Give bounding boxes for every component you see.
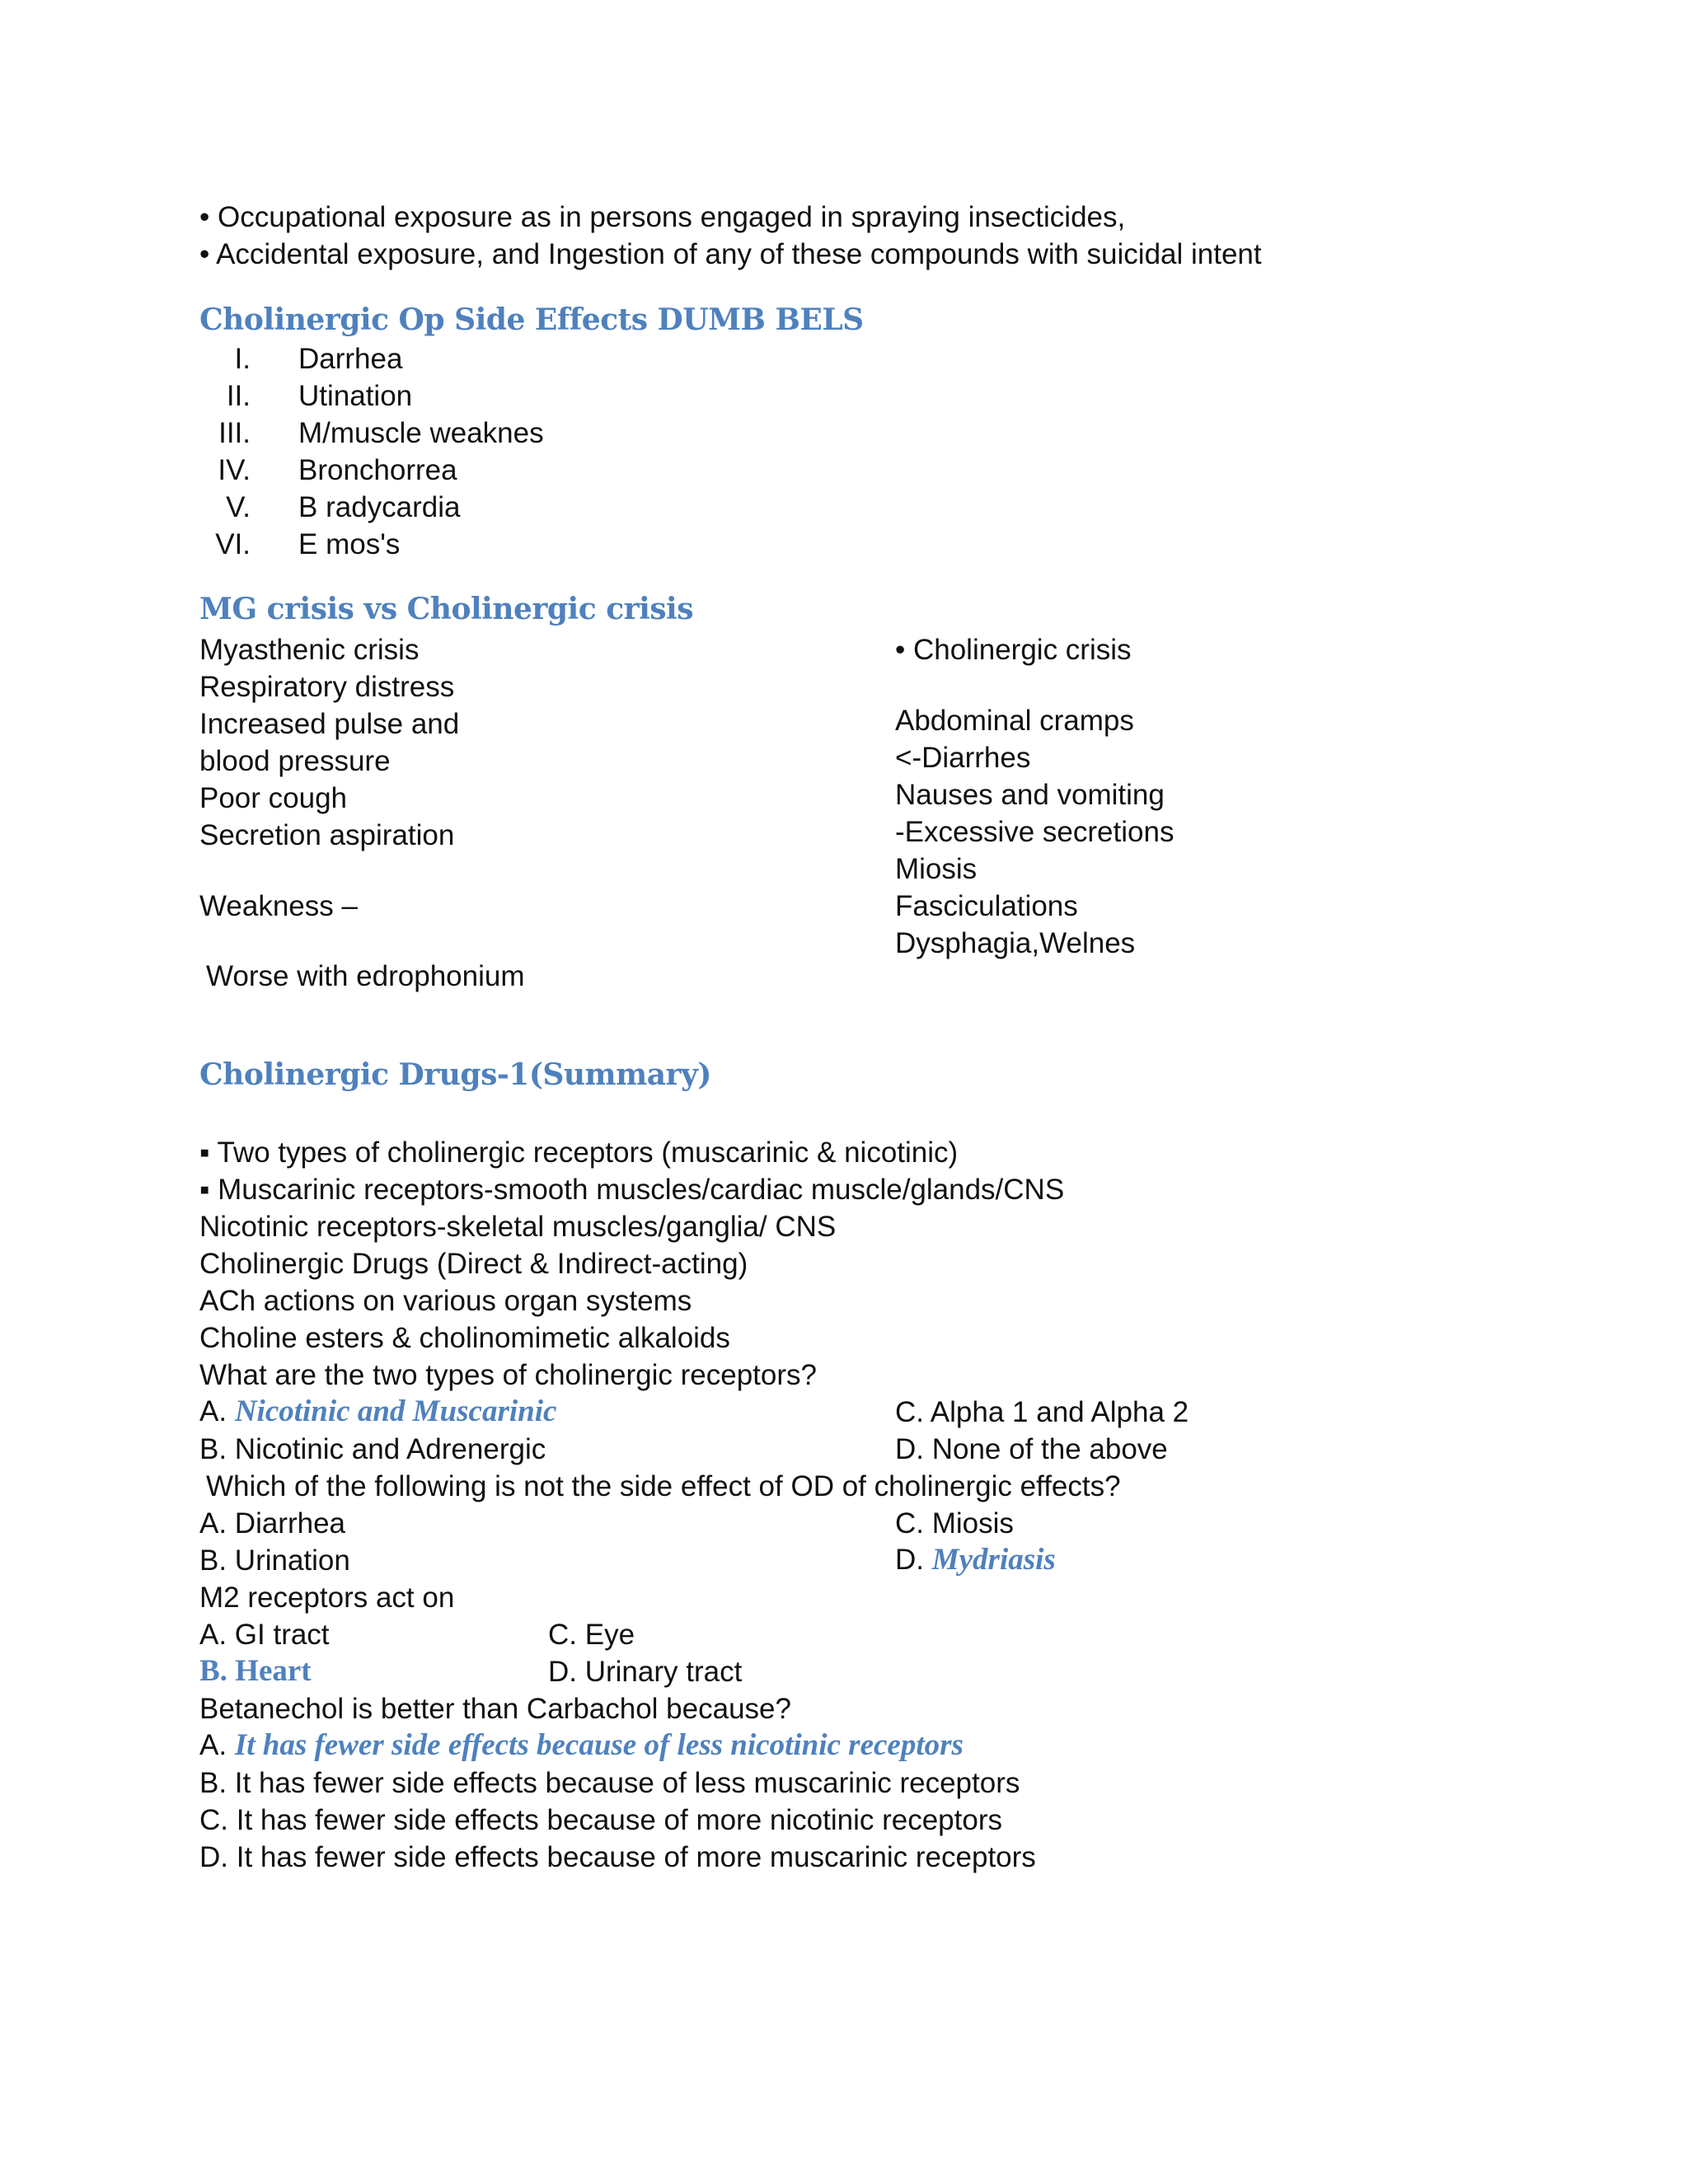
list-item-text: Utination	[298, 380, 413, 412]
mg-worse: Worse with edrophonium	[206, 960, 525, 992]
q1-question: What are the two types of cholinergic receptors?	[199, 1359, 817, 1391]
q1-option-b: B. Nicotinic and Adrenergic	[199, 1433, 546, 1465]
q4-question: Betanechol is better than Carbachol because?	[199, 1693, 791, 1725]
square-bullet: ▪	[199, 1174, 210, 1206]
summary-bullet-text: Two types of cholinergic receptors (muscarinic & nicotinic)	[217, 1137, 959, 1169]
list-item-text: Bronchorrea	[298, 454, 457, 486]
cc-line: Dysphagia,Welnes	[895, 927, 1136, 959]
bullet: •	[199, 238, 210, 270]
intro-text-1: Occupational exposure as in persons engaged in spraying insecticides,	[218, 201, 1126, 233]
mg-line: Respiratory distress	[199, 671, 455, 703]
q1-correct-answer: Nicotinic and Muscarinic	[234, 1394, 557, 1428]
mg-line: Increased pulse and	[199, 708, 460, 740]
cc-line: Miosis	[895, 853, 978, 885]
q2-option-b: B. Urination	[199, 1544, 350, 1577]
mg-line: Poor cough	[199, 782, 348, 814]
q4-option-c: C. It has fewer side effects because of more nicotinic receptors	[199, 1804, 1002, 1836]
summary-bullet-line	[199, 1138, 958, 1167]
roman-numeral: II.	[226, 380, 251, 412]
list-item-text: Darrhea	[298, 343, 403, 375]
roman-numeral: V.	[226, 491, 251, 523]
cc-line: <-Diarrhes	[895, 742, 1031, 774]
list-item-text: E mos's	[298, 528, 401, 560]
square-bullet: ▪	[199, 1137, 210, 1169]
option-label: A.	[199, 1395, 227, 1427]
cc-line: Fasciculations	[895, 890, 1078, 922]
intro-line-2	[199, 240, 1262, 269]
q3-option-c: C. Eye	[548, 1619, 635, 1651]
summary-line: Cholinergic Drugs (Direct & Indirect-acting)	[199, 1248, 748, 1280]
roman-numeral: III.	[218, 417, 251, 449]
q1-option-d: D. None of the above	[895, 1433, 1168, 1465]
q1-option-a	[199, 1396, 556, 1427]
dumbbels-heading: Cholinergic Op Side Effects DUMB BELS	[199, 302, 864, 337]
q3-option-d: D. Urinary tract	[548, 1656, 743, 1688]
summary-bullet-text: Muscarinic receptors-smooth muscles/cardiac muscle/glands/CNS	[218, 1174, 1065, 1206]
q4-option-a	[199, 1730, 964, 1760]
option-label: D.	[895, 1544, 924, 1576]
option-label: A.	[199, 1729, 227, 1761]
cholinergic-crisis-title: • Cholinergic crisis	[895, 634, 1132, 666]
summary-line: ACh actions on various organ systems	[199, 1285, 692, 1317]
roman-numeral: IV.	[218, 454, 251, 486]
q3-option-a: A. GI tract	[199, 1619, 330, 1651]
summary-bullet-line	[199, 1175, 1064, 1204]
cc-line: Abdominal cramps	[895, 705, 1134, 737]
crisis-heading: MG crisis vs Cholinergic crisis	[199, 592, 693, 626]
mg-line: blood pressure	[199, 745, 391, 777]
roman-numeral: VI.	[215, 528, 251, 560]
q1-option-c: C. Alpha 1 and Alpha 2	[895, 1396, 1189, 1428]
intro-text-2: Accidental exposure, and Ingestion of any of these compounds with suicidal intent	[216, 238, 1262, 270]
q2-correct-answer: Mydriasis	[931, 1543, 1056, 1577]
bullet: •	[199, 201, 210, 233]
list-item-text: B radycardia	[298, 491, 461, 523]
mg-weakness: Weakness –	[199, 890, 358, 922]
mg-line: Myasthenic crisis	[199, 634, 420, 666]
q4-correct-answer: It has fewer side effects because of less nicotinic receptors	[234, 1728, 964, 1762]
summary-line: Nicotinic receptors-skeletal muscles/ganglia/ CNS	[199, 1211, 837, 1243]
q2-question: Which of the following is not the side effect of OD of cholinergic effects?	[206, 1470, 1121, 1502]
mg-line: Secretion aspiration	[199, 819, 455, 851]
cc-line: Nauses and vomiting	[895, 779, 1165, 811]
roman-numeral: I.	[234, 343, 251, 375]
q4-option-d: D. It has fewer side effects because of more muscarinic receptors	[199, 1841, 1036, 1873]
q2-option-a: A. Diarrhea	[199, 1507, 346, 1540]
q2-option-d	[895, 1544, 1056, 1575]
summary-heading: Cholinergic Drugs-1(Summary)	[199, 1057, 711, 1092]
q3-question: M2 receptors act on	[199, 1582, 455, 1614]
q2-option-c: C. Miosis	[895, 1507, 1014, 1540]
intro-line-1	[199, 203, 1125, 232]
summary-line: Choline esters & cholinomimetic alkaloids	[199, 1322, 730, 1354]
list-item-text: M/muscle weaknes	[298, 417, 544, 449]
q4-option-b: B. It has fewer side effects because of less muscarinic receptors	[199, 1767, 1020, 1799]
cc-line: -Excessive secretions	[895, 816, 1175, 848]
q3-correct-answer: B. Heart	[199, 1654, 312, 1688]
